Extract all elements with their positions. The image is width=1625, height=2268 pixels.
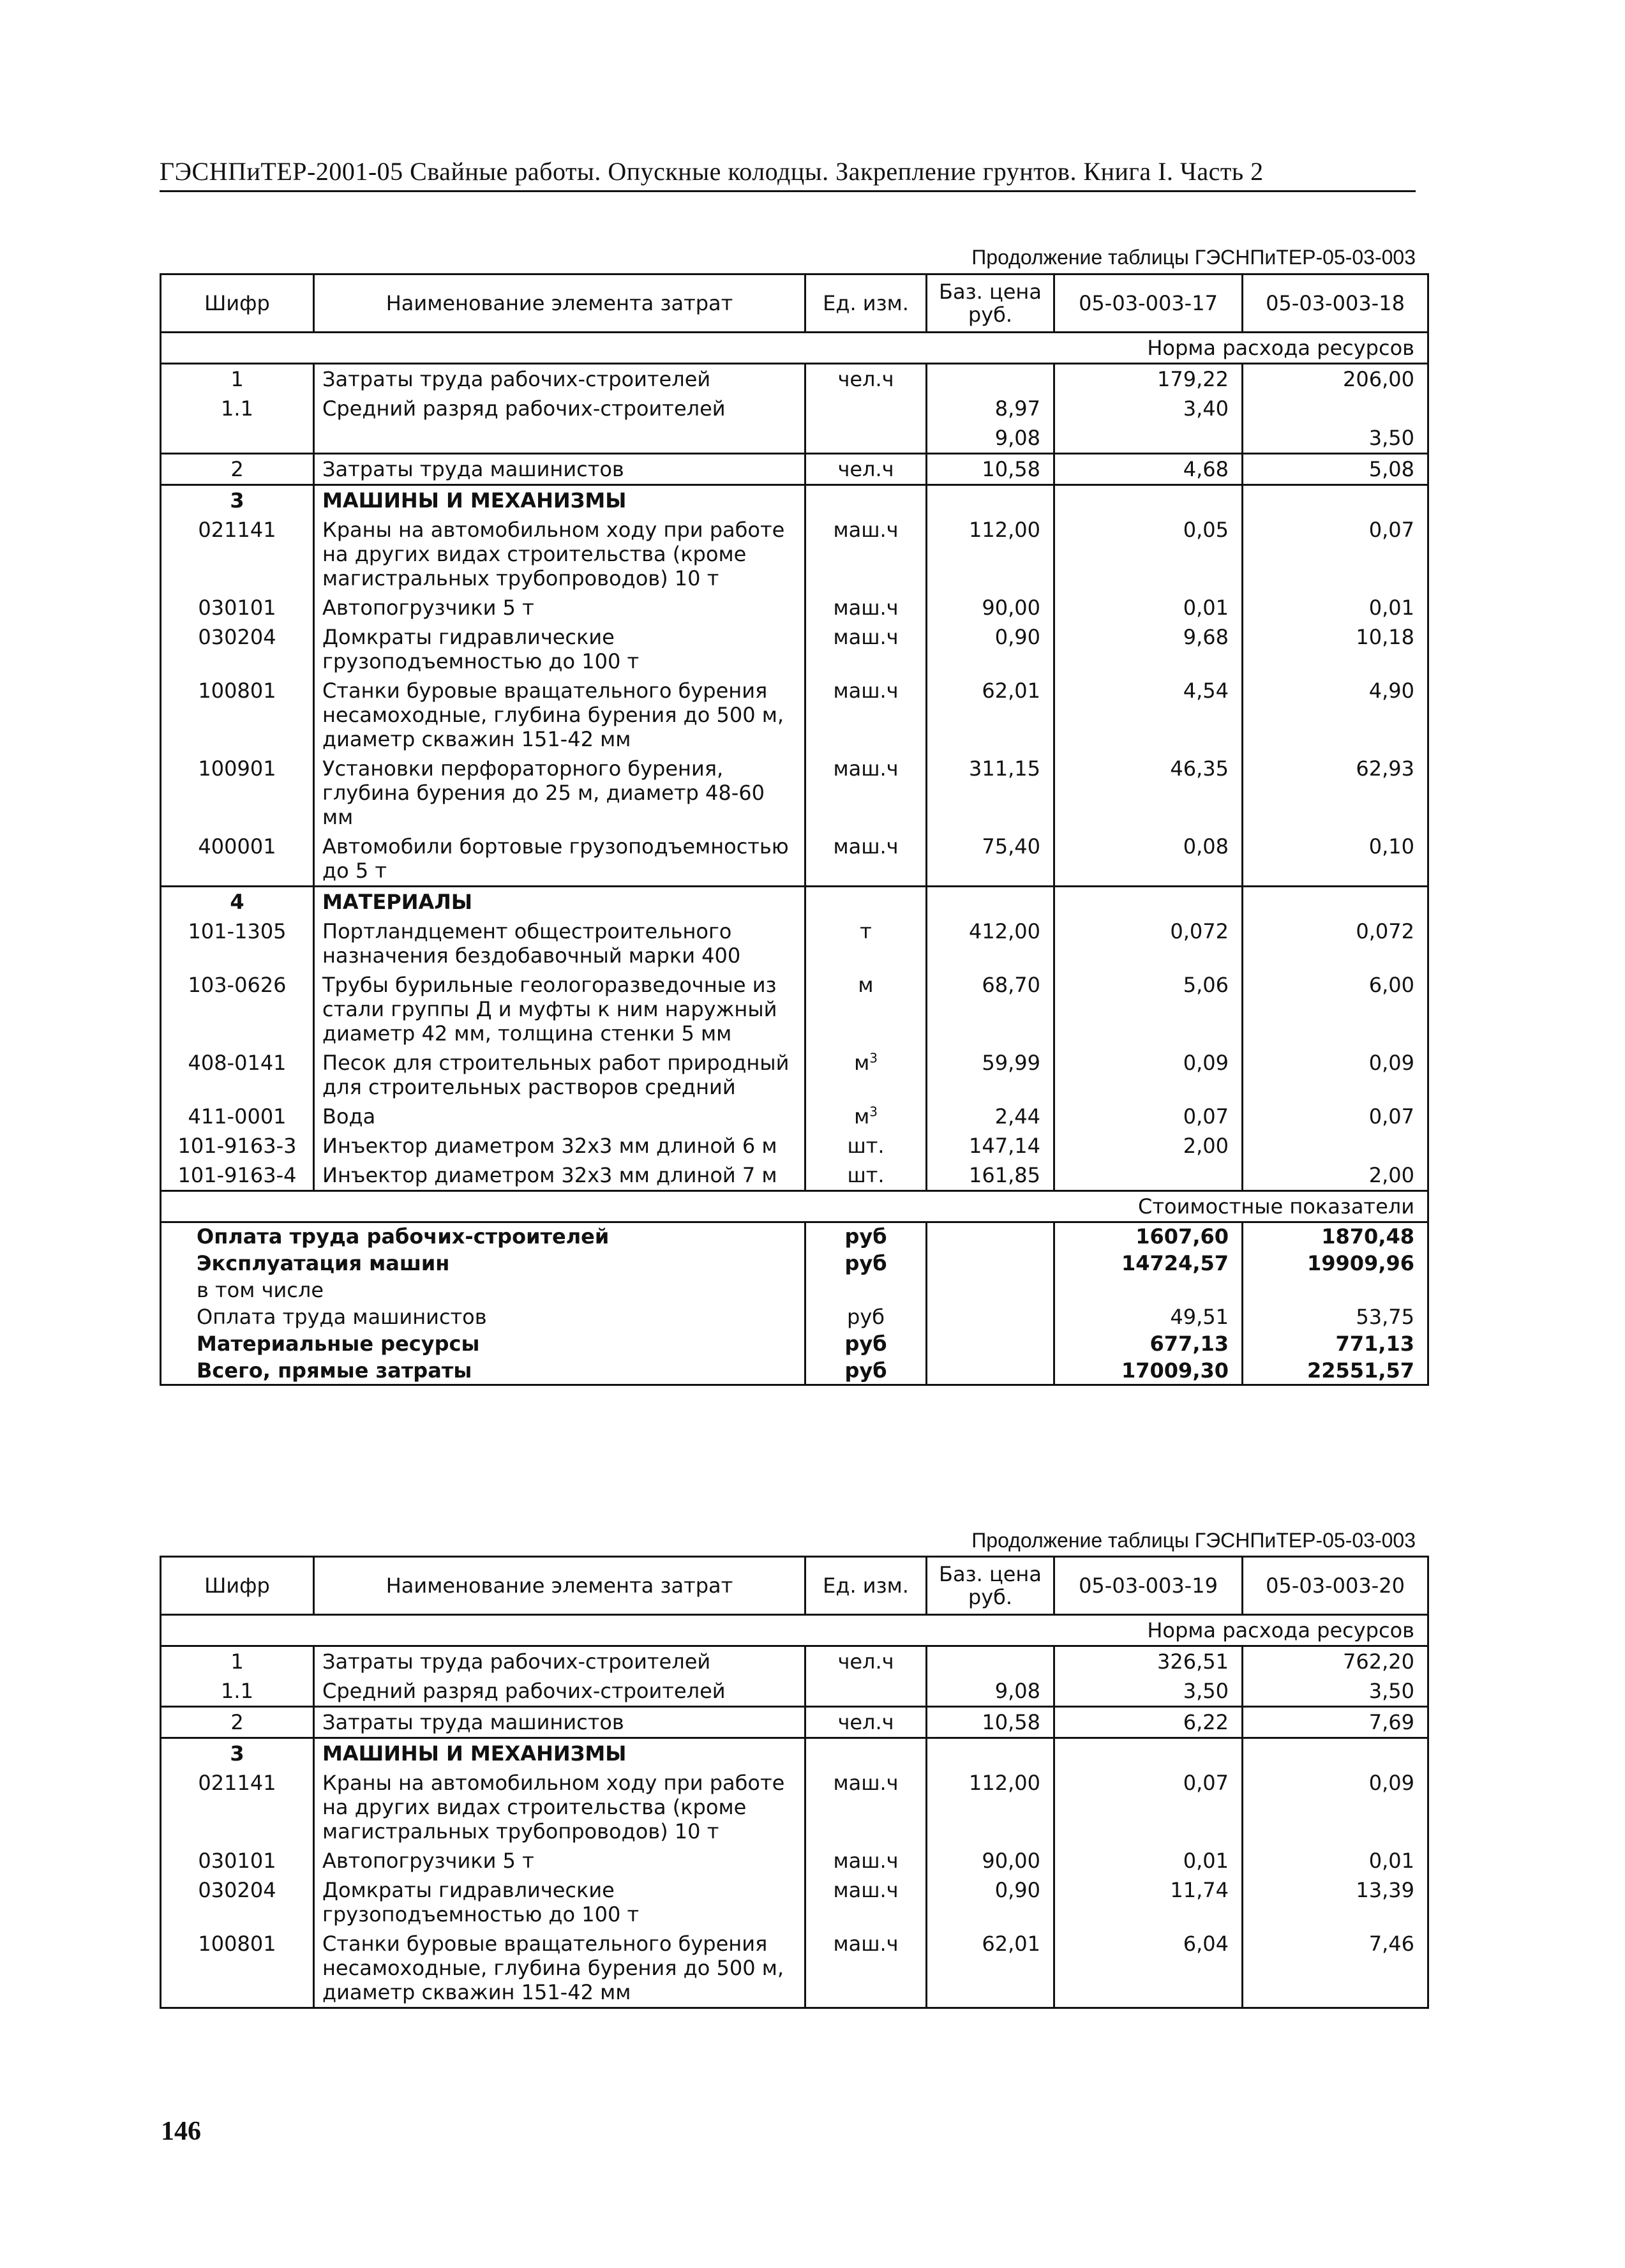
resource-name: Вода	[314, 1102, 805, 1131]
norm-band-label: Норма расхода ресурсов	[161, 333, 1428, 364]
norm-value-2: 0,01	[1243, 1846, 1428, 1875]
unit-cell	[805, 1646, 927, 1677]
unit-cell	[805, 1160, 927, 1191]
norm-value-2: 10,18	[1243, 622, 1428, 676]
unit: маш.ч	[833, 1849, 899, 1873]
norm-value-1	[1054, 1160, 1243, 1191]
norm-value-1: 326,51	[1054, 1646, 1243, 1677]
unit-cell	[805, 1676, 927, 1707]
norm-value-2	[1243, 394, 1428, 423]
resource-code: 021141	[161, 1768, 314, 1846]
unit: м	[854, 1104, 870, 1129]
unit: шт.	[847, 1134, 885, 1158]
norm-value-1	[1054, 887, 1243, 917]
totals-row	[161, 1250, 1428, 1277]
resource-name: Средний разряд рабочих-строителей	[314, 394, 805, 423]
resource-code: 030204	[161, 1875, 314, 1929]
base-price	[927, 485, 1054, 516]
base-price: 147,14	[927, 1131, 1054, 1160]
header-col2: 05-03-003-20	[1243, 1557, 1428, 1615]
totals-empty	[927, 1250, 1054, 1277]
resource-name: Трубы бурильные геологоразведочные из стали группы Д и муфты к ним наружный диаметр 42 мм, толщина стенки 5 мм	[314, 970, 805, 1048]
unit: маш.ч	[833, 1932, 899, 1956]
unit-cell	[805, 1846, 927, 1875]
table-row	[161, 394, 1428, 423]
unit-cell	[805, 1102, 927, 1131]
base-price: 9,08	[927, 1676, 1054, 1707]
totals-unit	[805, 1277, 927, 1303]
resource-code: 101-9163-3	[161, 1131, 314, 1160]
resource-code: 2	[161, 454, 314, 485]
base-price: 10,58	[927, 454, 1054, 485]
totals-empty	[927, 1330, 1054, 1357]
table-row	[161, 1929, 1428, 2008]
norm-value-1: 4,68	[1054, 454, 1243, 485]
resource-code: 4	[161, 887, 314, 917]
table-row	[161, 1048, 1428, 1102]
resource-code: 1.1	[161, 1676, 314, 1707]
norm-value-2: 0,07	[1243, 515, 1428, 593]
totals-value-2: 1870,48	[1243, 1222, 1428, 1250]
totals-value-1: 17009,30	[1054, 1357, 1243, 1385]
norm-value-2	[1243, 485, 1428, 516]
unit-cell	[805, 1929, 927, 2008]
table-row	[161, 622, 1428, 676]
norm-value-1: 6,22	[1054, 1707, 1243, 1738]
totals-label: Материальные ресурсы	[161, 1330, 805, 1357]
unit: шт.	[847, 1163, 885, 1187]
norm-value-2: 6,00	[1243, 970, 1428, 1048]
unit: маш.ч	[833, 679, 899, 703]
running-header: ГЭСНПиТЕР-2001-05 Свайные работы. Опускные колодцы. Закрепление грунтов. Книга I. Часть 2	[160, 157, 1264, 186]
resource-code: 100801	[161, 676, 314, 754]
table-row	[161, 917, 1428, 970]
header-price: Баз. цена руб.	[927, 1557, 1054, 1615]
resource-code: 103-0626	[161, 970, 314, 1048]
resource-name: Инъектор диаметром 32х3 мм длиной 7 м	[314, 1160, 805, 1191]
totals-row	[161, 1222, 1428, 1250]
base-price	[927, 887, 1054, 917]
norm-value-2: 0,09	[1243, 1048, 1428, 1102]
norm-value-1: 179,22	[1054, 364, 1243, 394]
resource-name: Портландцемент общестроительного назначения бездобавочный марки 400	[314, 917, 805, 970]
totals-unit: руб	[805, 1330, 927, 1357]
totals-value-1: 1607,60	[1054, 1222, 1243, 1250]
norm-value-1: 6,04	[1054, 1929, 1243, 2008]
unit-cell	[805, 754, 927, 832]
page-number: 146	[161, 2117, 201, 2146]
resource-name: Инъектор диаметром 32х3 мм длиной 6 м	[314, 1131, 805, 1160]
header-col2: 05-03-003-18	[1243, 274, 1428, 333]
unit-superscript: 3	[869, 1104, 878, 1120]
header-name: Наименование элемента затрат	[314, 1557, 805, 1615]
norm-value-1: 2,00	[1054, 1131, 1243, 1160]
table-row	[161, 832, 1428, 887]
totals-row	[161, 1357, 1428, 1385]
header-row	[161, 274, 1428, 333]
unit-cell	[805, 676, 927, 754]
norm-value-2: 3,50	[1243, 1676, 1428, 1707]
table-row	[161, 364, 1428, 394]
base-price	[927, 1738, 1054, 1769]
totals-empty	[927, 1277, 1054, 1303]
unit: маш.ч	[833, 834, 899, 859]
resource-code: 400001	[161, 832, 314, 887]
base-price: 68,70	[927, 970, 1054, 1048]
resource-name: Автопогрузчики 5 т	[314, 593, 805, 622]
unit-cell	[805, 515, 927, 593]
table-row	[161, 485, 1428, 516]
table-row	[161, 515, 1428, 593]
resource-code: 101-9163-4	[161, 1160, 314, 1191]
resource-code: 3	[161, 1738, 314, 1769]
resource-name: Краны на автомобильном ходу при работе на других видах строительства (кроме магистральных трубопроводов) 10 т	[314, 1768, 805, 1846]
totals-empty	[927, 1357, 1054, 1385]
unit-cell	[805, 1048, 927, 1102]
base-price: 10,58	[927, 1707, 1054, 1738]
resource-code: 100901	[161, 754, 314, 832]
resource-name: Затраты труда рабочих-строителей	[314, 364, 805, 394]
norm-value-1: 5,06	[1054, 970, 1243, 1048]
totals-row	[161, 1277, 1428, 1303]
totals-unit: руб	[805, 1222, 927, 1250]
resource-code: 1	[161, 1646, 314, 1677]
totals-value-2: 53,75	[1243, 1303, 1428, 1330]
totals-value-2	[1243, 1277, 1428, 1303]
unit-cell	[805, 1768, 927, 1846]
table-row	[161, 1160, 1428, 1191]
resource-name: Автомобили бортовые грузоподъемностью до 5 т	[314, 832, 805, 887]
table-row	[161, 1846, 1428, 1875]
base-price: 9,08	[927, 423, 1054, 454]
norm-value-2: 62,93	[1243, 754, 1428, 832]
unit-cell	[805, 423, 927, 454]
base-price: 112,00	[927, 1768, 1054, 1846]
resource-name: Песок для строительных работ природный для строительных растворов средний	[314, 1048, 805, 1102]
norm-value-2: 3,50	[1243, 423, 1428, 454]
base-price: 311,15	[927, 754, 1054, 832]
resource-code: 100801	[161, 1929, 314, 2008]
header-code: Шифр	[161, 1557, 314, 1615]
resource-name: Краны на автомобильном ходу при работе на других видах строительства (кроме магистральных трубопроводов) 10 т	[314, 515, 805, 593]
header-row	[161, 1557, 1428, 1615]
table-row	[161, 754, 1428, 832]
norm-band-label: Норма расхода ресурсов	[161, 1615, 1428, 1646]
unit: маш.ч	[833, 756, 899, 781]
unit: т	[860, 919, 872, 943]
unit: м	[858, 973, 874, 997]
header-rule	[160, 190, 1416, 192]
unit-cell	[805, 832, 927, 887]
totals-label: в том числе	[161, 1277, 805, 1303]
resource-name: Установки перфораторного бурения, глубина бурения до 25 м, диаметр 48-60 мм	[314, 754, 805, 832]
resource-code: 1.1	[161, 394, 314, 423]
unit: чел.ч	[837, 367, 894, 391]
base-price: 412,00	[927, 917, 1054, 970]
unit-cell	[805, 485, 927, 516]
resource-name: Затраты труда машинистов	[314, 454, 805, 485]
resource-code: 411-0001	[161, 1102, 314, 1131]
unit-cell	[805, 1707, 927, 1738]
norm-value-1: 46,35	[1054, 754, 1243, 832]
header-code: Шифр	[161, 274, 314, 333]
unit-cell	[805, 622, 927, 676]
header-unit: Ед. изм.	[805, 1557, 927, 1615]
base-price: 62,01	[927, 1929, 1054, 2008]
table-row	[161, 1131, 1428, 1160]
totals-value-2: 19909,96	[1243, 1250, 1428, 1277]
norm-value-2: 762,20	[1243, 1646, 1428, 1677]
norm-value-2: 5,08	[1243, 454, 1428, 485]
norm-value-1: 4,54	[1054, 676, 1243, 754]
base-price: 0,90	[927, 1875, 1054, 1929]
resource-code: 021141	[161, 515, 314, 593]
base-price: 90,00	[927, 593, 1054, 622]
unit-cell	[805, 1738, 927, 1769]
norm-value-1: 0,01	[1054, 593, 1243, 622]
norm-value-1: 11,74	[1054, 1875, 1243, 1929]
resource-code	[161, 423, 314, 454]
resource-name: Средний разряд рабочих-строителей	[314, 1676, 805, 1707]
totals-value-1: 677,13	[1054, 1330, 1243, 1357]
resource-code: 2	[161, 1707, 314, 1738]
table-row	[161, 887, 1428, 917]
resource-code: 030101	[161, 593, 314, 622]
resource-name: Автопогрузчики 5 т	[314, 1846, 805, 1875]
norm-value-1	[1054, 423, 1243, 454]
resource-name	[314, 423, 805, 454]
resource-name: МАШИНЫ И МЕХАНИЗМЫ	[314, 485, 805, 516]
resource-code: 030204	[161, 622, 314, 676]
norm-table-1	[160, 273, 1429, 1386]
norm-value-2	[1243, 1738, 1428, 1769]
base-price: 8,97	[927, 394, 1054, 423]
header-name: Наименование элемента затрат	[314, 274, 805, 333]
norm-value-2: 0,07	[1243, 1102, 1428, 1131]
cost-band	[161, 1191, 1428, 1222]
norm-value-1: 0,05	[1054, 515, 1243, 593]
totals-label: Эксплуатация машин	[161, 1250, 805, 1277]
base-price: 75,40	[927, 832, 1054, 887]
unit: маш.ч	[833, 596, 899, 620]
unit: маш.ч	[833, 625, 899, 649]
base-price: 161,85	[927, 1160, 1054, 1191]
table-row	[161, 1102, 1428, 1131]
resource-code: 1	[161, 364, 314, 394]
norm-value-1: 0,01	[1054, 1846, 1243, 1875]
unit: чел.ч	[837, 457, 894, 481]
unit: маш.ч	[833, 1771, 899, 1795]
unit-cell	[805, 454, 927, 485]
totals-label: Оплата труда машинистов	[161, 1303, 805, 1330]
norm-value-1: 0,09	[1054, 1048, 1243, 1102]
header-unit: Ед. изм.	[805, 274, 927, 333]
resource-code: 3	[161, 485, 314, 516]
totals-label: Оплата труда рабочих-строителей	[161, 1222, 805, 1250]
norm-value-2: 13,39	[1243, 1875, 1428, 1929]
resource-code: 030101	[161, 1846, 314, 1875]
totals-row	[161, 1330, 1428, 1357]
base-price	[927, 1646, 1054, 1677]
resource-name: Станки буровые вращательного бурения несамоходные, глубина бурения до 500 м, диаметр скважин 151-42 мм	[314, 676, 805, 754]
norm-value-1: 9,68	[1054, 622, 1243, 676]
resource-name: Домкраты гидравлические грузоподъемностью до 100 т	[314, 622, 805, 676]
resource-code: 408-0141	[161, 1048, 314, 1102]
totals-row	[161, 1303, 1428, 1330]
norm-value-2: 0,10	[1243, 832, 1428, 887]
unit-superscript: 3	[869, 1050, 878, 1066]
base-price: 2,44	[927, 1102, 1054, 1131]
totals-value-1: 14724,57	[1054, 1250, 1243, 1277]
resource-name: Домкраты гидравлические грузоподъемностью до 100 т	[314, 1875, 805, 1929]
norm-value-2: 0,01	[1243, 593, 1428, 622]
table-row	[161, 423, 1428, 454]
totals-unit: руб	[805, 1250, 927, 1277]
totals-empty	[927, 1222, 1054, 1250]
resource-name: Станки буровые вращательного бурения несамоходные, глубина бурения до 500 м, диаметр скважин 151-42 мм	[314, 1929, 805, 2008]
unit-cell	[805, 917, 927, 970]
table-row	[161, 1676, 1428, 1707]
totals-empty	[927, 1303, 1054, 1330]
resource-code: 101-1305	[161, 917, 314, 970]
totals-unit: руб	[805, 1357, 927, 1385]
norm-table-2	[160, 1556, 1429, 2009]
table-row	[161, 1738, 1428, 1769]
unit-cell	[805, 593, 927, 622]
table-row	[161, 454, 1428, 485]
base-price: 62,01	[927, 676, 1054, 754]
resource-name: МАШИНЫ И МЕХАНИЗМЫ	[314, 1738, 805, 1769]
table-row	[161, 970, 1428, 1048]
norm-value-2: 7,69	[1243, 1707, 1428, 1738]
norm-value-2: 2,00	[1243, 1160, 1428, 1191]
base-price: 59,99	[927, 1048, 1054, 1102]
base-price: 112,00	[927, 515, 1054, 593]
norm-band	[161, 1615, 1428, 1646]
table-row	[161, 676, 1428, 754]
cost-band-label: Стоимостные показатели	[161, 1191, 1428, 1222]
norm-value-2: 0,072	[1243, 917, 1428, 970]
unit-cell	[805, 394, 927, 423]
unit: м	[854, 1051, 870, 1075]
norm-value-2: 4,90	[1243, 676, 1428, 754]
resource-name: Затраты труда машинистов	[314, 1707, 805, 1738]
totals-value-2: 22551,57	[1243, 1357, 1428, 1385]
norm-value-1: 0,08	[1054, 832, 1243, 887]
table-row	[161, 1646, 1428, 1677]
totals-value-2: 771,13	[1243, 1330, 1428, 1357]
norm-value-1	[1054, 485, 1243, 516]
totals-value-1	[1054, 1277, 1243, 1303]
totals-label: Всего, прямые затраты	[161, 1357, 805, 1385]
unit: чел.ч	[837, 1710, 894, 1734]
norm-value-1: 0,07	[1054, 1102, 1243, 1131]
table-row	[161, 593, 1428, 622]
table-row	[161, 1707, 1428, 1738]
table-caption: Продолжение таблицы ГЭСНПиТЕР-05-03-003	[971, 1529, 1416, 1552]
base-price: 0,90	[927, 622, 1054, 676]
unit: маш.ч	[833, 1878, 899, 1902]
unit-cell	[805, 970, 927, 1048]
table-row	[161, 1875, 1428, 1929]
resource-name: Затраты труда рабочих-строителей	[314, 1646, 805, 1677]
norm-value-1	[1054, 1738, 1243, 1769]
norm-value-1: 3,40	[1054, 394, 1243, 423]
unit-cell	[805, 364, 927, 394]
norm-value-1: 0,07	[1054, 1768, 1243, 1846]
unit-cell	[805, 887, 927, 917]
norm-value-2	[1243, 1131, 1428, 1160]
table-row	[161, 1768, 1428, 1846]
table-caption: Продолжение таблицы ГЭСНПиТЕР-05-03-003	[971, 246, 1416, 269]
norm-value-2: 0,09	[1243, 1768, 1428, 1846]
norm-value-2: 7,46	[1243, 1929, 1428, 2008]
unit: чел.ч	[837, 1649, 894, 1674]
norm-value-2	[1243, 887, 1428, 917]
totals-value-1: 49,51	[1054, 1303, 1243, 1330]
base-price: 90,00	[927, 1846, 1054, 1875]
unit-cell	[805, 1875, 927, 1929]
norm-value-2: 206,00	[1243, 364, 1428, 394]
base-price	[927, 364, 1054, 394]
norm-band	[161, 333, 1428, 364]
norm-value-1: 0,072	[1054, 917, 1243, 970]
header-price: Баз. цена руб.	[927, 274, 1054, 333]
unit: маш.ч	[833, 518, 899, 542]
unit-cell	[805, 1131, 927, 1160]
header-col1: 05-03-003-19	[1054, 1557, 1243, 1615]
norm-value-1: 3,50	[1054, 1676, 1243, 1707]
totals-unit: руб	[805, 1303, 927, 1330]
resource-name: МАТЕРИАЛЫ	[314, 887, 805, 917]
header-col1: 05-03-003-17	[1054, 274, 1243, 333]
